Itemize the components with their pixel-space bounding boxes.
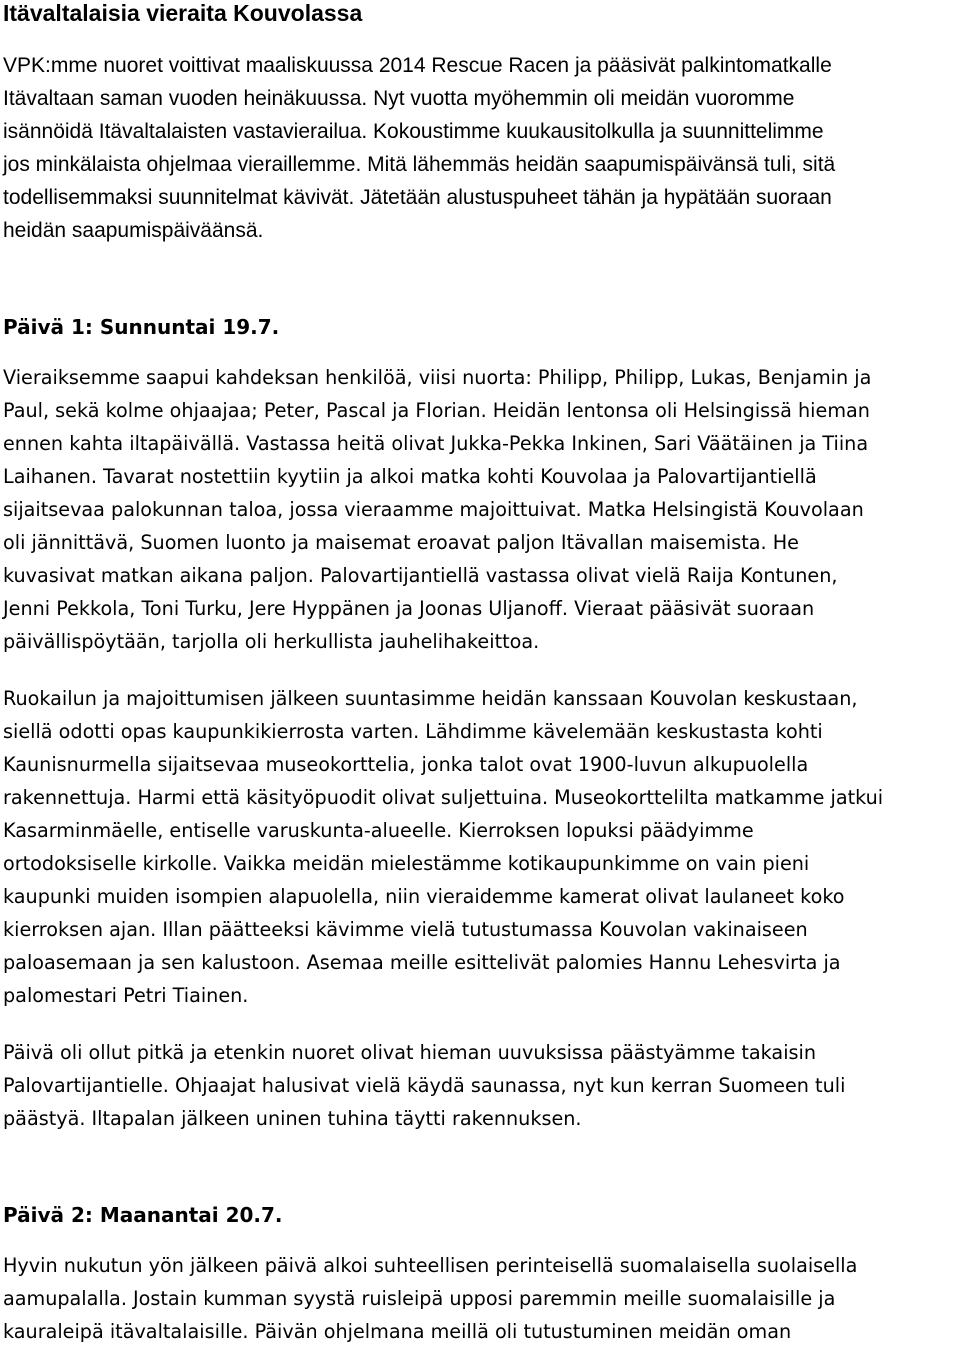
day1-paragraph-2: [3, 682, 960, 1012]
text-line: ortodoksiselle kirkolle. Vaikka meidän mielestämme kotikaupunkimme on vain pieni: [3, 852, 810, 875]
intro-line: jos minkälaista ohjelmaa vieraillemme. Mitä lähemmäs heidän saapumispäivänsä tuli, sitä: [3, 153, 836, 176]
text-line: kuvasivat matkan aikana paljon. Palovartijantiellä vastassa olivat vielä Raija Kontunen,: [3, 564, 838, 587]
text-line: kauraleipä itävaltalaisille. Päivän ohjelmana meillä oli tutustuminen meidän oman: [3, 1320, 792, 1343]
text-line: päästyä. Iltapalan jälkeen uninen tuhina täytti rakennuksen.: [3, 1107, 582, 1130]
text-line: Paul, sekä kolme ohjaajaa; Peter, Pascal ja Florian. Heidän lentonsa oli Helsingissä hieman: [3, 399, 870, 422]
intro-line: VPK:mme nuoret voittivat maaliskuussa 2014 Rescue Racen ja pääsivät palkintomatkalle: [3, 54, 832, 77]
text-line: kaupunki muiden isompien alapuolella, niin vieraidemme kamerat olivat laulaneet koko: [3, 885, 845, 908]
text-line: aamupalalla. Jostain kumman syystä ruisleipä upposi paremmin meille suomalaisille ja: [3, 1287, 836, 1310]
text-line: palomestari Petri Tiainen.: [3, 984, 249, 1007]
intro-line: todellisemmaksi suunnitelmat kävivät. Jätetään alustuspuheet tähän ja hypätään suoraan: [3, 186, 832, 209]
text-line: Ruokailun ja majoittumisen jälkeen suuntasimme heidän kanssaan Kouvolan keskustaan,: [3, 687, 858, 710]
text-line: Palovartijantielle. Ohjaajat halusivat vielä käydä saunassa, nyt kun kerran Suomeen tuli: [3, 1074, 846, 1097]
text-line: Jenni Pekkola, Toni Turku, Jere Hyppänen ja Joonas Uljanoff. Vieraat pääsivät suoraan: [3, 597, 815, 620]
intro-line: heidän saapumispäiväänsä.: [3, 219, 264, 242]
article-title: Itävaltalaisia vieraita Kouvolassa: [3, 0, 363, 26]
text-line: paloasemaan ja sen kalustoon. Asemaa meille esittelivät palomies Hannu Lehesvirta ja: [3, 951, 841, 974]
text-line: Hyvin nukutun yön jälkeen päivä alkoi suhteellisen perinteisellä suomalaisella suolaisella: [3, 1254, 858, 1277]
text-line: siellä odotti opas kaupunkikierrosta varten. Lähdimme kävelemään keskustasta kohti: [3, 720, 823, 743]
text-line: kierroksen ajan. Illan päätteeksi kävimme vielä tutustumassa Kouvolan vakinaiseen: [3, 918, 808, 941]
intro-paragraph: [3, 49, 960, 247]
day1-paragraph-3: [3, 1036, 960, 1135]
text-line: Kasarminmäelle, entiselle varuskunta-alueelle. Kierroksen lopuksi päädyimme: [3, 819, 754, 842]
text-line: Vieraiksemme saapui kahdeksan henkilöä, viisi nuorta: Philipp, Philipp, Lukas, Benjamin ja: [3, 366, 872, 389]
text-line: Kaunisnurmella sijaitsevaa museokorttelia, jonka talot ovat 1900-luvun alkupuolella: [3, 753, 809, 776]
day2-heading: Päivä 2: Maanantai 20.7.: [3, 1203, 283, 1227]
day1-paragraph-1: [3, 361, 960, 658]
text-line: Laihanen. Tavarat nostettiin kyytiin ja alkoi matka kohti Kouvolaa ja Palovartijantiellä: [3, 465, 817, 488]
text-line: päivällispöytään, tarjolla oli herkullista jauhelihakeittoa.: [3, 630, 540, 653]
intro-line: isännöidä Itävaltalaisten vastavierailua. Kokoustimme kuukausitolkulla ja suunnittelimme: [3, 120, 824, 143]
text-line: ennen kahta iltapäivällä. Vastassa heitä olivat Jukka-Pekka Inkinen, Sari Väätäinen ja Tiina: [3, 432, 869, 455]
text-line: oli jännittävä, Suomen luonto ja maisemat eroavat paljon Itävallan maisemista. He: [3, 531, 799, 554]
text-line: Päivä oli ollut pitkä ja etenkin nuoret olivat hieman uuvuksissa päästyämme takaisin: [3, 1041, 817, 1064]
text-line: rakennettuja. Harmi että käsityöpuodit olivat suljettuina. Museokorttelilta matkamme jatkui: [3, 786, 884, 809]
text-line: sijaitsevaa palokunnan taloa, jossa vieraamme majoittuivat. Matka Helsingistä Kouvolaan: [3, 498, 864, 521]
day2-paragraph-1: [3, 1249, 960, 1348]
intro-line: Itävaltaan saman vuoden heinäkuussa. Nyt vuotta myöhemmin oli meidän vuoromme: [3, 87, 795, 110]
day1-heading: Päivä 1: Sunnuntai 19.7.: [3, 315, 280, 339]
